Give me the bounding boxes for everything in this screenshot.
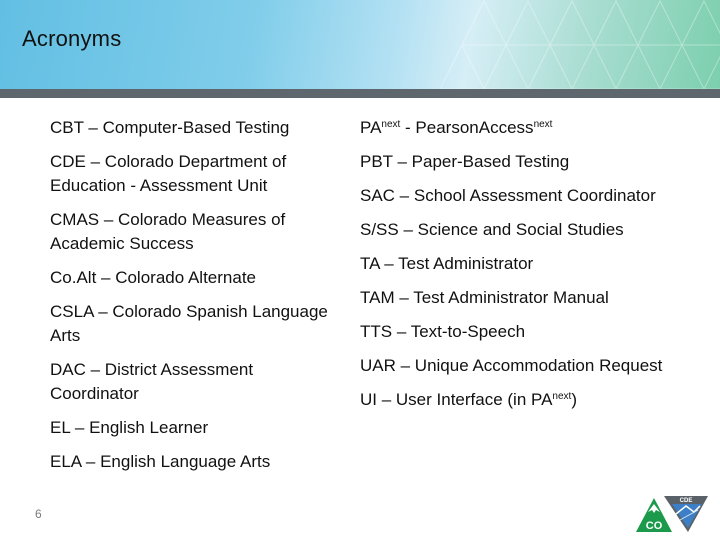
- acronym-item: SAC – School Assessment Coordinator: [360, 186, 656, 205]
- acronym-text: - PearsonAccess: [400, 118, 534, 137]
- acronym-list-right: [360, 116, 690, 422]
- acronym-item: CDE – Colorado Department of Education - Assessment Unit: [50, 152, 287, 195]
- acronym-item: Co.Alt – Colorado Alternate: [50, 268, 257, 287]
- svg-text:CDE: CDE: [679, 498, 693, 504]
- acronym-item: CBT – Computer-Based Testing: [50, 118, 290, 137]
- triangle-pattern-decoration: [440, 0, 720, 89]
- acronym-item: EL – English Learner: [50, 418, 209, 437]
- acronym-item: CSLA – Colorado Spanish Language Arts: [50, 302, 328, 345]
- superscript: next: [381, 119, 401, 130]
- acronym-item: PBT – Paper-Based Testing: [360, 152, 570, 171]
- acronym-item: [360, 116, 690, 140]
- slide-header: [0, 0, 720, 89]
- acronym-item: TA – Test Administrator: [360, 254, 534, 273]
- acronym-item: S/SS – Science and Social Studies: [360, 220, 624, 239]
- acronym-text: ): [571, 390, 577, 409]
- acronym-item: UAR – Unique Accommodation Request: [360, 356, 663, 375]
- acronym-item: DAC – District Assessment Coordinator: [50, 360, 254, 403]
- acronym-item: ELA – English Language Arts: [50, 452, 271, 471]
- acronym-text: PA: [360, 118, 382, 137]
- acronym-item: TTS – Text-to-Speech: [360, 322, 526, 341]
- header-divider-bar: [0, 89, 720, 98]
- page-number: 6: [35, 507, 42, 521]
- acronym-list-left: [50, 116, 340, 484]
- acronym-item: CMAS – Colorado Measures of Academic Success: [50, 210, 286, 253]
- superscript: next: [533, 119, 553, 130]
- slide-title: Acronyms: [22, 26, 122, 51]
- cde-colorado-logo: [634, 492, 710, 534]
- acronym-item: TAM – Test Administrator Manual: [360, 288, 609, 307]
- superscript: next: [552, 391, 572, 402]
- svg-text:CO: CO: [645, 520, 663, 532]
- acronym-text: UI – User Interface (in PA: [360, 390, 553, 409]
- acronym-item: [360, 388, 690, 412]
